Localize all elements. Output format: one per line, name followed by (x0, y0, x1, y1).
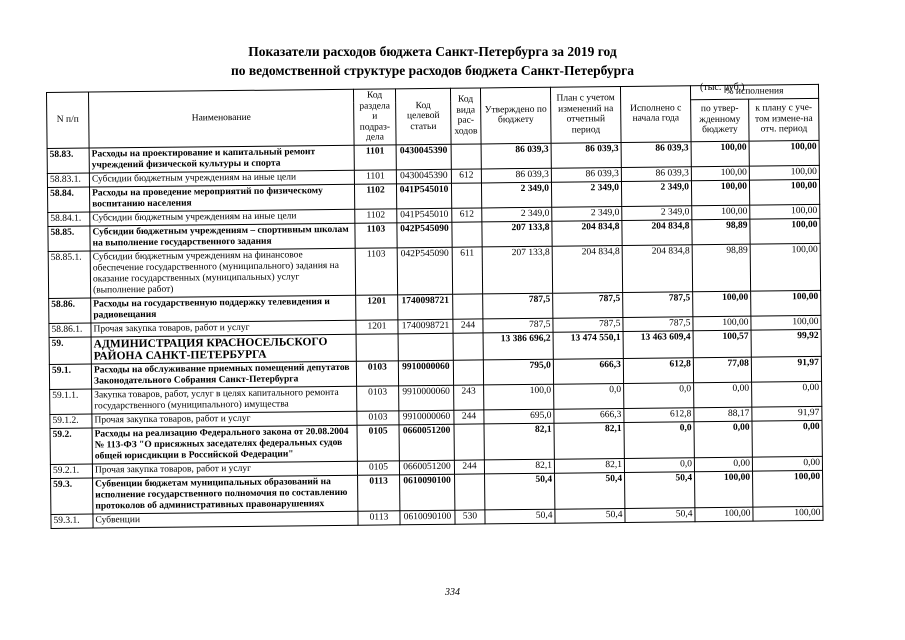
row-num: 59.3. (51, 478, 93, 514)
row-target: 1740098721 (398, 294, 453, 320)
header-section: Код раздела и подраз-дела (353, 89, 396, 145)
row-pct-plan: 100,00 (749, 165, 819, 180)
units-label: (тыс. руб.) (700, 82, 745, 93)
row-section: 0103 (357, 410, 399, 424)
row-section: 1101 (354, 169, 396, 183)
row-pct-approved: 100,00 (695, 471, 753, 508)
row-pct-approved: 100,00 (693, 316, 751, 331)
row-type (453, 332, 483, 359)
row-pct-plan: 100,00 (751, 315, 821, 330)
row-plan: 86 039,3 (551, 167, 621, 182)
row-section: 0113 (358, 510, 400, 524)
header-target: Код целевой статьи (395, 88, 451, 144)
row-num: 59.1. (49, 364, 91, 389)
row-pct-plan: 100,00 (753, 470, 823, 507)
row-executed: 86 039,3 (621, 141, 691, 167)
row-num: 58.83. (47, 148, 89, 173)
row-num: 59.2. (50, 428, 92, 464)
row-pct-plan: 91,97 (751, 356, 821, 382)
row-section: 0103 (357, 385, 399, 410)
row-type (453, 293, 483, 318)
row-type: 243 (454, 384, 484, 409)
row-name: Субсидии бюджетным учреждениям на иные цели (89, 170, 354, 187)
row-target: 041P545010 (396, 183, 451, 209)
row-executed: 0,0 (624, 457, 694, 472)
row-pct-approved: 0,00 (694, 457, 752, 472)
row-type (454, 423, 484, 459)
row-plan: 787,5 (553, 292, 623, 318)
row-target: 0610090100 (400, 510, 455, 525)
row-type: 244 (453, 318, 483, 332)
row-target: 041P545010 (397, 208, 452, 223)
row-pct-approved: 98,89 (692, 244, 750, 292)
row-name: Прочая закупка товаров, работ и услуг (92, 461, 357, 478)
row-approved: 2 349,0 (481, 182, 551, 208)
header-num: N п/п (47, 92, 90, 148)
header-pct-plan: к плану с уче-том измене-на отч. период (749, 98, 819, 141)
row-pct-approved: 100,00 (692, 205, 750, 220)
row-num: 59.3.1. (51, 514, 93, 528)
row-approved: 207 133,8 (482, 221, 552, 247)
row-name: Прочая закупка товаров, работ и услуг (91, 320, 356, 337)
header-executed: Исполнено с начала года (620, 86, 691, 142)
row-approved: 13 386 696,2 (483, 332, 553, 360)
row-executed: 50,4 (625, 507, 695, 522)
row-target: 0430045390 (396, 169, 451, 184)
row-plan: 0,0 (554, 383, 624, 409)
row-executed: 2 349,0 (621, 180, 691, 206)
row-pct-approved: 98,89 (692, 219, 750, 245)
row-section: 1201 (356, 319, 398, 333)
row-pct-approved: 88,17 (694, 407, 752, 422)
row-approved: 50,4 (485, 509, 555, 524)
row-section: 1102 (354, 183, 396, 208)
row-plan: 13 474 550,1 (553, 331, 623, 359)
row-executed: 787,5 (623, 291, 693, 317)
row-executed: 787,5 (623, 316, 693, 331)
row-pct-approved: 100,00 (693, 291, 751, 317)
header-type: Код вида рас-ходов (450, 88, 481, 144)
row-approved: 2 349,0 (482, 207, 552, 222)
row-approved: 82,1 (484, 423, 554, 460)
header-pct-approved: по утвер-жденному бюджету (691, 99, 749, 142)
row-name: Расходы на обслуживание приемных помещений депутатов Законодательного Собрания Санкт-Петербурга (91, 361, 356, 389)
row-plan: 204 834,8 (552, 220, 622, 246)
row-pct-plan: 100,00 (753, 506, 823, 521)
row-num: 59.1.1. (50, 389, 92, 414)
row-approved: 86 039,3 (481, 168, 551, 183)
row-section: 0103 (356, 360, 398, 385)
row-executed: 50,4 (625, 471, 695, 508)
row-type (451, 182, 481, 207)
row-pct-plan: 100,00 (749, 140, 819, 166)
row-pct-approved: 100,00 (691, 166, 749, 181)
row-target: 0660051200 (399, 424, 454, 461)
row-executed: 86 039,3 (621, 166, 691, 181)
row-num: 58.84. (47, 187, 89, 212)
row-plan: 50,4 (555, 508, 625, 523)
row-pct-approved: 100,00 (695, 507, 753, 522)
row-approved: 86 039,3 (481, 143, 551, 169)
row-type (452, 221, 482, 246)
row-type: 611 (452, 246, 482, 293)
row-approved: 787,5 (483, 318, 553, 333)
row-executed: 0,0 (624, 421, 694, 458)
row-pct-plan: 100,00 (751, 290, 821, 316)
row-section: 1201 (356, 294, 398, 319)
row-type (453, 359, 483, 384)
row-pct-plan: 100,00 (749, 179, 819, 205)
page-subtitle: по ведомственной структуре расходов бюджета Санкт-Петербурга (230, 63, 635, 78)
table-row (48, 243, 820, 298)
row-pct-plan: 0,00 (752, 420, 822, 457)
row-section: 1103 (355, 222, 397, 247)
row-name: Расходы на реализацию Федерального закона от 20.08.2004 № 113-ФЗ "О присяжных заседателях федеральных судов общей юрисдикции в Российской Федерации" (92, 425, 357, 464)
row-num: 58.83.1. (47, 173, 89, 187)
row-approved: 100,0 (484, 384, 554, 410)
row-num: 58.84.1. (48, 212, 90, 226)
row-num: 58.86. (49, 298, 91, 323)
row-target: 042P545090 (397, 222, 452, 248)
row-section (356, 333, 398, 360)
row-pct-approved: 0,00 (694, 421, 752, 458)
row-approved: 787,5 (483, 293, 553, 319)
row-num: 59. (49, 337, 91, 364)
row-target (398, 333, 453, 361)
row-type: 612 (451, 168, 481, 182)
row-approved: 695,0 (484, 409, 554, 424)
row-type: 530 (455, 509, 485, 523)
row-pct-plan: 0,00 (752, 381, 822, 407)
row-pct-plan: 100,00 (750, 204, 820, 219)
row-target: 9910000060 (399, 385, 454, 411)
row-section: 0105 (357, 424, 399, 460)
row-pct-approved: 100,57 (693, 330, 751, 358)
row-plan: 2 349,0 (551, 181, 621, 207)
row-type: 612 (452, 207, 482, 221)
row-num: 58.85. (48, 226, 90, 251)
row-target: 0610090100 (400, 474, 455, 511)
row-type (451, 143, 481, 168)
row-num: 58.85.1. (48, 251, 90, 298)
row-name: Субсидии бюджетным учреждениям на иные цели (90, 209, 355, 226)
row-pct-approved: 77,08 (693, 357, 751, 383)
row-approved: 795,0 (483, 359, 553, 385)
row-section: 0113 (358, 474, 400, 510)
header-approved: Утверждено по бюджету (480, 87, 551, 143)
row-name: Расходы на проведение мероприятий по физическому воспитанию населения (89, 184, 354, 212)
row-type: 244 (454, 459, 484, 473)
row-plan: 666,3 (554, 408, 624, 423)
row-pct-approved: 100,00 (691, 180, 749, 206)
row-target: 9910000060 (399, 410, 454, 425)
row-target: 9910000060 (398, 360, 453, 386)
row-pct-approved: 100,00 (691, 141, 749, 167)
row-plan: 82,1 (554, 422, 624, 459)
row-plan: 2 349,0 (552, 206, 622, 221)
row-executed: 0,0 (624, 382, 694, 408)
row-approved: 82,1 (484, 459, 554, 474)
row-section: 0105 (357, 460, 399, 474)
table-body (47, 140, 823, 528)
row-plan: 787,5 (553, 317, 623, 332)
row-name: Прочая закупка товаров, работ и услуг (92, 411, 357, 428)
row-plan: 666,3 (553, 358, 623, 384)
row-section: 1101 (354, 144, 396, 169)
row-type (455, 473, 485, 509)
row-plan: 82,1 (554, 458, 624, 473)
row-executed: 2 349,0 (622, 205, 692, 220)
row-name: Расходы на государственную поддержку телевидения и радиовещания (91, 295, 356, 323)
row-approved: 207 133,8 (482, 246, 552, 294)
row-target: 0660051200 (399, 460, 454, 475)
row-pct-plan: 100,00 (750, 218, 820, 244)
row-pct-plan: 100,00 (750, 243, 820, 291)
row-executed: 204 834,8 (622, 244, 692, 292)
row-name: АДМИНИСТРАЦИЯ КРАСНОСЕЛЬСКОГО РАЙОНА САНКТ-ПЕТЕРБУРГА (91, 334, 356, 364)
row-plan: 86 039,3 (551, 142, 621, 168)
page-title: Показатели расходов бюджета Санкт-Петербурга за 2019 год (248, 44, 617, 59)
row-section: 1102 (355, 208, 397, 222)
row-plan: 204 834,8 (552, 245, 622, 293)
row-type: 244 (454, 409, 484, 423)
row-name: Закупка товаров, работ, услуг в целях капитального ремонта государственного (муниципального) имущества (92, 386, 357, 414)
expenditure-table (46, 84, 824, 529)
header-pct-group: % исполнения (690, 84, 818, 99)
row-name: Субсидии бюджетным учреждениям – спортивным школам на выполнение государственного задания (90, 223, 355, 251)
row-executed: 612,8 (624, 407, 694, 422)
row-name: Расходы на проектирование и капитальный ремонт учреждений физической культуры и спорта (89, 145, 354, 173)
row-pct-plan: 99,92 (751, 329, 821, 357)
row-name: Субвенции (93, 511, 358, 528)
row-num: 59.1.2. (50, 414, 92, 428)
row-plan: 50,4 (555, 472, 625, 509)
row-target: 1740098721 (398, 319, 453, 334)
row-pct-approved: 0,00 (694, 382, 752, 408)
row-name: Субсидии бюджетным учреждениям на финансовое обеспечение государственного (муниципального) задания на оказание государственных (муниципальных) услуг (выполнение работ) (90, 248, 355, 298)
row-section: 1103 (355, 247, 397, 294)
header-name: Наименование (89, 89, 355, 147)
row-executed: 612,8 (623, 357, 693, 383)
row-executed: 13 463 609,4 (623, 330, 693, 358)
row-target: 0430045390 (396, 144, 451, 170)
row-executed: 204 834,8 (622, 219, 692, 245)
row-num: 59.2.1. (50, 464, 92, 478)
row-approved: 50,4 (485, 473, 555, 510)
row-num: 58.86.1. (49, 323, 91, 337)
row-pct-plan: 91,97 (752, 406, 822, 421)
row-name: Субвенции бюджетам муниципальных образований на исполнение государственного полномочия по составлению протоколов об административных правонарушениях (93, 475, 358, 514)
header-plan: План с учетом изменений на отчетный период (550, 86, 621, 142)
page-number: 334 (445, 587, 460, 598)
row-pct-plan: 0,00 (752, 456, 822, 471)
row-target: 042P545090 (397, 247, 452, 295)
